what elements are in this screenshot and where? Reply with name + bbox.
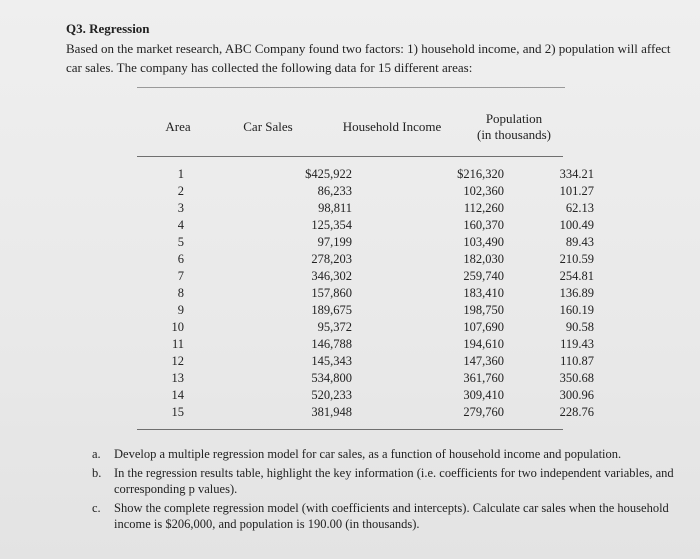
cell-household-income: 259,740 (463, 269, 504, 283)
cell-population: 100.49 (559, 218, 594, 232)
table-header-rule (137, 156, 563, 157)
cell-area: 6 (177, 252, 184, 266)
task-marker: b. (92, 466, 102, 480)
cell-car-sales: 534,800 (311, 371, 352, 385)
cell-car-sales: 97,199 (317, 235, 352, 249)
cell-population: 210.59 (559, 252, 594, 266)
cell-car-sales: 520,233 (311, 388, 352, 402)
table-row (140, 370, 594, 387)
cell-population: 160.19 (559, 303, 594, 317)
task-item (92, 500, 677, 532)
task-item (92, 446, 677, 462)
task-text: Develop a multiple regression model for car sales, as a function of household income and population. (114, 447, 622, 461)
header-area: Area (165, 119, 191, 134)
cell-car-sales: 98,811 (318, 201, 352, 215)
cell-household-income: 279,760 (463, 405, 504, 419)
header-population-line2: (in thousands) (476, 127, 552, 142)
table-row (140, 285, 594, 302)
table-row (140, 268, 594, 285)
task-item (92, 465, 677, 497)
data-table (140, 166, 594, 421)
header-car-sales: Car Sales (243, 119, 293, 134)
cell-area: 8 (177, 286, 184, 300)
cell-household-income: 183,410 (463, 286, 504, 300)
cell-household-income: 112,260 (463, 201, 504, 215)
cell-area: 11 (171, 337, 184, 351)
table-row (140, 183, 594, 200)
cell-household-income: 309,410 (463, 388, 504, 402)
cell-area: 9 (177, 303, 184, 317)
cell-area: 15 (171, 405, 184, 419)
table-row (140, 234, 594, 251)
cell-car-sales: 346,302 (311, 269, 352, 283)
table-row (140, 387, 594, 404)
table-row (140, 217, 594, 234)
cell-area: 13 (171, 371, 184, 385)
task-text: In the regression results table, highlight the key information (i.e. coefficients for two independent variables, and corresponding p values). (114, 466, 674, 496)
question-intro: Based on the market research, ABC Company found two factors: 1) household income, and 2) population will affect car sales. The company has collected the following data for 15 different areas: (66, 41, 671, 75)
task-list (92, 446, 677, 535)
cell-area: 4 (177, 218, 184, 232)
header-population (468, 111, 560, 143)
task-text: Show the complete regression model (with coefficients and intercepts). Calculate car sales when the household income is $206,000, and population is 190.00 (in thousands). (114, 501, 669, 531)
table-row (140, 319, 594, 336)
cell-population: 334.21 (559, 167, 594, 181)
cell-population: 90.58 (565, 320, 594, 334)
table-row (140, 166, 594, 183)
table-row (140, 200, 594, 217)
cell-population: 300.96 (559, 388, 594, 402)
cell-area: 1 (177, 167, 184, 181)
cell-car-sales: 189,675 (311, 303, 352, 317)
cell-population: 228.76 (559, 405, 594, 419)
cell-household-income: 194,610 (463, 337, 504, 351)
header-household-income: Household Income (342, 119, 442, 134)
table-top-rule (137, 87, 565, 88)
cell-population: 254.81 (559, 269, 594, 283)
cell-car-sales: 146,788 (311, 337, 352, 351)
cell-population: 119.43 (560, 337, 594, 351)
task-marker: c. (92, 501, 101, 515)
table-row (140, 336, 594, 353)
cell-household-income: $216,320 (457, 167, 504, 181)
cell-car-sales: 95,372 (317, 320, 352, 334)
cell-car-sales: 381,948 (311, 405, 352, 419)
cell-area: 12 (171, 354, 184, 368)
cell-car-sales: 157,860 (311, 286, 352, 300)
cell-area: 5 (177, 235, 184, 249)
cell-household-income: 147,360 (463, 354, 504, 368)
cell-population: 62.13 (565, 201, 594, 215)
table-row (140, 302, 594, 319)
table-row (140, 353, 594, 370)
cell-area: 7 (177, 269, 184, 283)
cell-household-income: 103,490 (463, 235, 504, 249)
cell-car-sales: 125,354 (311, 218, 352, 232)
cell-area: 2 (177, 184, 184, 198)
cell-area: 14 (171, 388, 184, 402)
cell-population: 89.43 (565, 235, 594, 249)
cell-area: 3 (177, 201, 184, 215)
question-heading: Q3. Regression (66, 21, 150, 36)
table-bottom-rule (137, 429, 563, 430)
cell-population: 136.89 (559, 286, 594, 300)
cell-car-sales: 145,343 (311, 354, 352, 368)
table-row (140, 251, 594, 268)
cell-household-income: 361,760 (463, 371, 504, 385)
task-marker: a. (92, 447, 101, 461)
cell-car-sales: 278,203 (311, 252, 352, 266)
data-table-body (140, 166, 594, 421)
cell-household-income: 107,690 (463, 320, 504, 334)
cell-household-income: 160,370 (463, 218, 504, 232)
cell-population: 110.87 (560, 354, 594, 368)
cell-car-sales: $425,922 (305, 167, 352, 181)
cell-population: 101.27 (559, 184, 594, 198)
header-population-line1: Population (485, 111, 543, 126)
cell-household-income: 102,360 (463, 184, 504, 198)
cell-population: 350.68 (559, 371, 594, 385)
cell-household-income: 182,030 (463, 252, 504, 266)
table-row (140, 404, 594, 421)
cell-household-income: 198,750 (463, 303, 504, 317)
cell-area: 10 (171, 320, 184, 334)
cell-car-sales: 86,233 (317, 184, 352, 198)
